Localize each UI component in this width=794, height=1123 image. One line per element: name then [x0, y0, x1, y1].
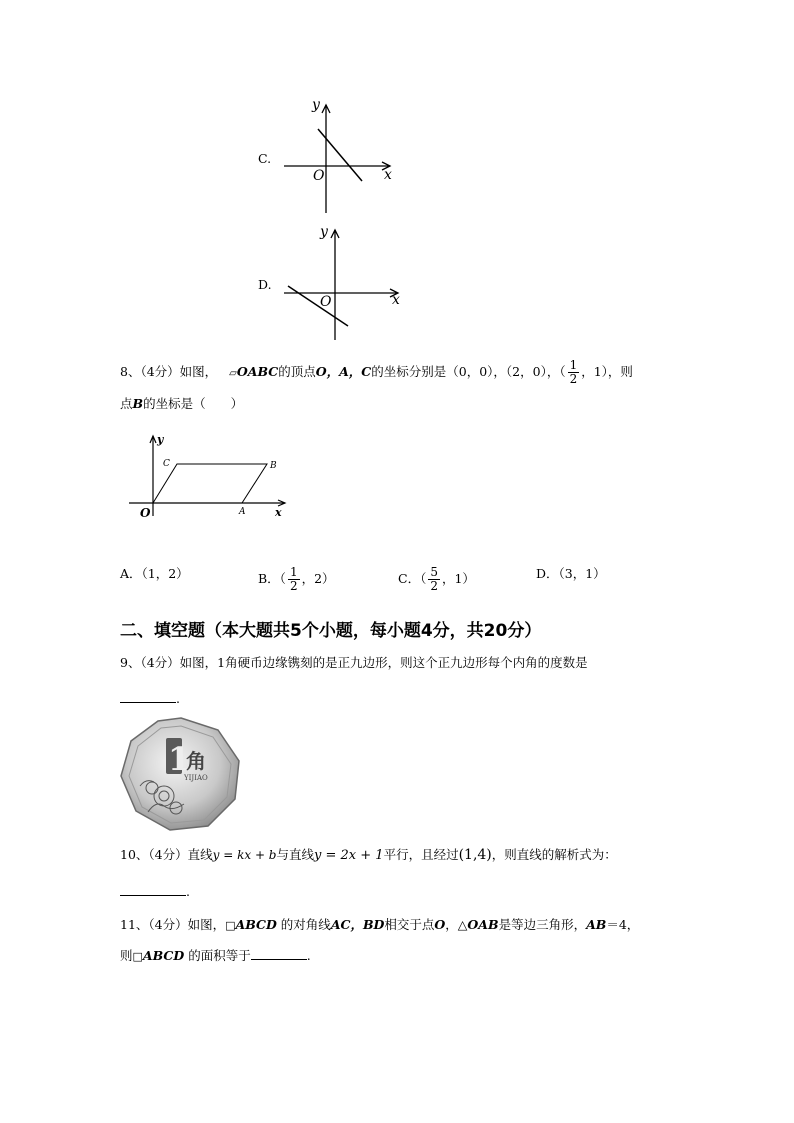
q10-score: （4分） — [148, 847, 188, 862]
frac-num: 1 — [569, 358, 578, 372]
frac-den: 2 — [289, 579, 298, 593]
graph-option-c — [280, 95, 400, 217]
q9-number: 9、 — [120, 655, 141, 670]
point-1-4: (1,4) — [458, 847, 492, 863]
q8-number: 8、 — [120, 364, 141, 379]
parallelogram-symbol: □ — [225, 919, 236, 932]
coin-image — [118, 716, 244, 832]
frac-den: 2 — [569, 372, 578, 386]
line-graph — [288, 286, 348, 326]
y-label: y — [320, 224, 328, 240]
q8-text: 的坐标分别是（0，0），（2，0），（ — [371, 364, 566, 379]
q8-points: O，A，C — [315, 364, 372, 379]
point-o: O — [434, 917, 446, 932]
answer-blank[interactable] — [120, 883, 186, 896]
x-label: x — [392, 292, 400, 308]
q9-end: . — [176, 691, 180, 706]
section-title: 二、填空题（本大题共5个小题，每小题4分，共20分） — [120, 621, 542, 641]
parallelogram-figure — [125, 430, 295, 522]
triangle-symbol: △ — [457, 917, 468, 932]
q11-line2 — [120, 947, 311, 965]
coin-numeral: 1 — [168, 740, 191, 778]
q10-end: . — [186, 884, 190, 899]
frac-num: 1 — [289, 565, 298, 579]
q8-text: 如图， — [179, 364, 218, 379]
diagonals: AC，BD — [330, 917, 385, 932]
parallelogram-symbol: □ — [132, 950, 143, 963]
answer-b-prefix: B．（ — [258, 571, 286, 586]
equation-2: y = 2x + 1 — [314, 848, 384, 863]
q8-text: 点 — [120, 396, 133, 411]
q9-text: 如图，1角硬币边缘镌刻的是正九边形，则这个正九边形每个内角的度数是 — [179, 655, 588, 670]
q8-score: （4分） — [140, 364, 180, 379]
equation-1: y = kx + b — [212, 848, 277, 862]
answer-d[interactable]: D．（3，1） — [536, 566, 606, 581]
answer-c-prefix: C．（ — [398, 571, 427, 586]
x-label: x — [384, 167, 392, 183]
q11-score: （4分） — [148, 917, 188, 932]
label-c: C — [163, 459, 170, 469]
q9-line2 — [120, 690, 180, 707]
coin-char: 角 — [186, 749, 206, 773]
answer-b-suffix: ，2） — [301, 571, 335, 586]
point-b: B — [132, 396, 144, 411]
q11-text: 则 — [120, 948, 133, 963]
q11-number: 11、 — [120, 917, 149, 932]
q8-text: 的坐标是（ ） — [143, 396, 244, 411]
coin-pinyin: YIJIAO — [184, 774, 208, 782]
q8-line2 — [120, 396, 243, 412]
x-label: x — [275, 506, 282, 519]
answer-blank[interactable] — [251, 947, 307, 960]
graph-option-d — [282, 220, 404, 344]
label-a: A — [239, 507, 246, 517]
segment-ab: AB — [586, 917, 607, 932]
option-d-label[interactable]: D. — [258, 277, 272, 292]
y-label: y — [312, 97, 320, 113]
y-label: y — [157, 433, 164, 446]
q10-text: 与直线 — [276, 847, 315, 862]
answer-c-suffix: ，1） — [441, 571, 475, 586]
option-c-label[interactable]: C. — [258, 151, 272, 166]
shape-abcd: ABCD — [142, 948, 185, 963]
q10-line2 — [120, 883, 190, 900]
q11-text: 相交于点 — [384, 917, 435, 932]
fraction-one-half — [568, 359, 580, 386]
fraction-one-half — [288, 566, 300, 593]
label-o: O — [140, 506, 151, 520]
q8-line1 — [120, 359, 633, 386]
answer-b[interactable] — [258, 566, 335, 593]
triangle-oab: OAB — [467, 917, 499, 932]
q11-line1 — [120, 917, 639, 934]
q10-text: 直线 — [187, 847, 213, 862]
answer-blank[interactable] — [120, 690, 176, 703]
q10-line1 — [120, 847, 617, 864]
frac-den: 2 — [430, 579, 438, 593]
q11-text: 的面积等于 — [184, 948, 251, 963]
q8-text: 的顶点 — [278, 364, 316, 379]
parallelogram-oabc — [153, 464, 267, 503]
q8-shape: OABC — [236, 364, 279, 379]
q10-number: 10、 — [120, 847, 149, 862]
q11-text: ， — [445, 917, 458, 932]
fraction-five-halves — [428, 566, 440, 593]
parallelogram-symbol: ▱ — [229, 368, 237, 379]
origin-label: O — [320, 294, 332, 310]
q10-text: 平行，且经过 — [383, 847, 459, 862]
q11-end: . — [306, 948, 311, 963]
q11-text: 如图， — [187, 917, 226, 932]
line-graph — [318, 129, 362, 181]
q9-line1 — [120, 655, 588, 671]
q11-text: 是等边三角形， — [498, 917, 587, 932]
q8-text: ，1），则 — [581, 364, 633, 379]
q11-text: ＝4， — [606, 917, 640, 932]
shape-abcd: ABCD — [235, 917, 277, 932]
q11-text: 的对角线 — [276, 917, 331, 932]
label-b: B — [270, 461, 277, 471]
q9-score: （4分） — [140, 655, 180, 670]
frac-num: 5 — [430, 565, 438, 579]
answer-c[interactable] — [398, 566, 475, 593]
answer-a[interactable]: A．（1，2） — [120, 566, 189, 581]
q10-text: ，则直线的解析式为： — [491, 847, 617, 862]
origin-label: O — [313, 168, 325, 184]
